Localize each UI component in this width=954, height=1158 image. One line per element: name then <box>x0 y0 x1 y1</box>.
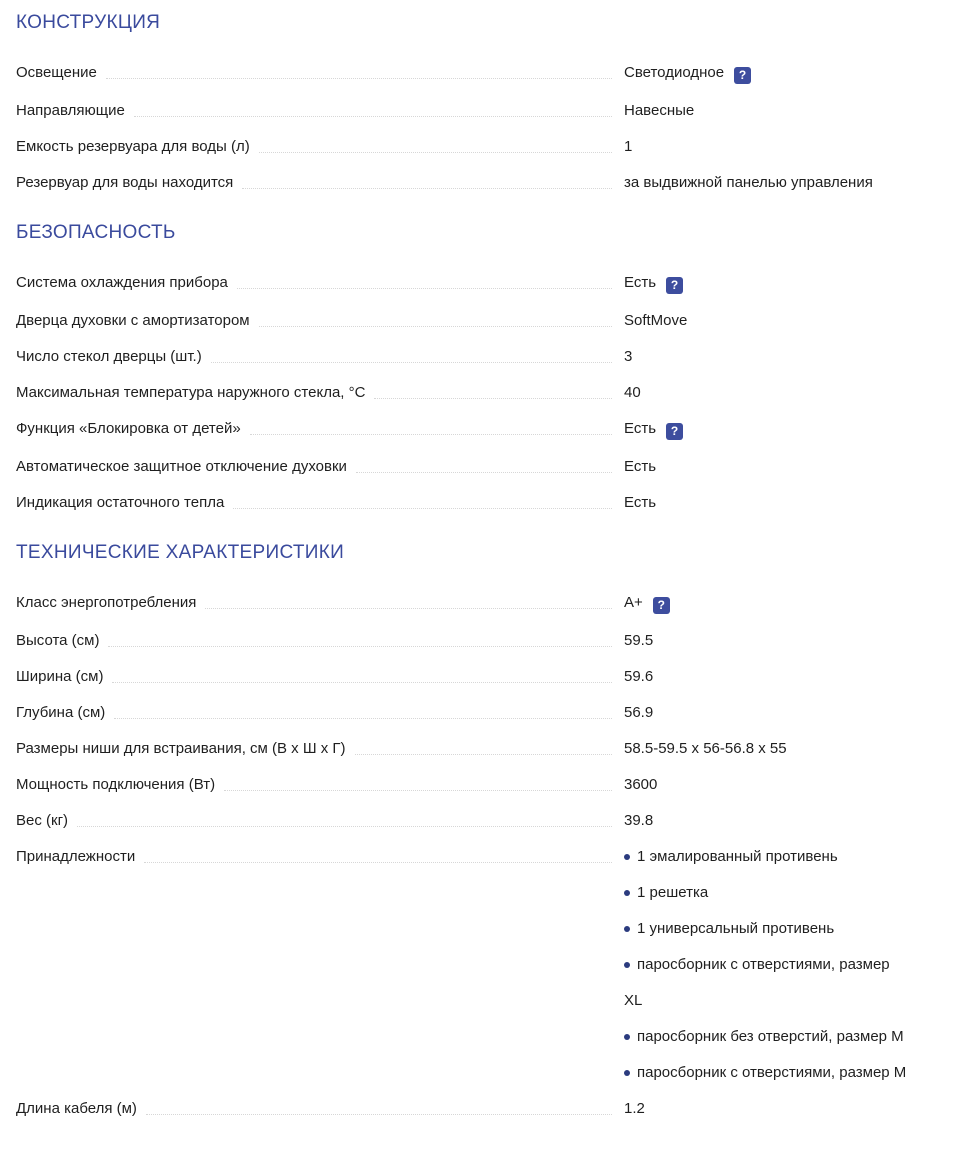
accessory-list-item-continuation <box>624 992 940 1010</box>
leader-dots <box>250 434 612 435</box>
accessory-list-item <box>624 920 940 938</box>
bullet-dot-icon <box>624 1070 630 1076</box>
spec-row <box>16 64 940 84</box>
leader-dots <box>259 152 612 153</box>
spec-row-left <box>16 64 624 82</box>
section-title: ТЕХНИЧЕСКИЕ ХАРАКТЕРИСТИКИ <box>16 542 345 563</box>
spec-row <box>16 174 940 192</box>
accessory-list-item <box>624 956 940 974</box>
spec-value-text: Есть <box>624 274 657 291</box>
spec-label: Размеры ниши для встраивания, см (В х Ш х Г) <box>16 740 346 757</box>
section-title: БЕЗОПАСНОСТЬ <box>16 222 176 243</box>
spec-value <box>624 594 940 614</box>
spec-row <box>16 848 940 1082</box>
spec-row <box>16 384 940 402</box>
accessory-item-text: 1 эмалированный противень <box>637 848 838 865</box>
spec-row-left <box>16 494 624 512</box>
spec-row <box>16 776 940 794</box>
spec-value-text: Есть <box>624 458 657 475</box>
spec-row <box>16 668 940 686</box>
spec-row-left <box>16 740 624 758</box>
leader-dots <box>374 398 612 399</box>
spec-value <box>624 740 940 758</box>
spec-value-text: SoftMove <box>624 312 688 329</box>
spec-row <box>16 594 940 614</box>
bullet-dot-icon <box>624 890 630 896</box>
spec-label: Максимальная температура наружного стекла, °С <box>16 384 366 401</box>
spec-row <box>16 704 940 722</box>
accessory-list-item <box>624 1028 940 1046</box>
help-icon[interactable]: ? <box>734 67 751 84</box>
spec-row <box>16 494 940 512</box>
leader-dots <box>112 682 612 683</box>
spec-value-text: 1 <box>624 138 633 155</box>
spec-value <box>624 420 940 440</box>
spec-row <box>16 458 940 476</box>
specs-sections-container <box>16 12 940 1118</box>
accessory-item-text: 1 универсальный противень <box>637 920 835 937</box>
spec-label: Ширина (см) <box>16 668 104 685</box>
spec-row <box>16 348 940 366</box>
leader-dots <box>356 472 612 473</box>
spec-row-left <box>16 138 624 156</box>
spec-row <box>16 812 940 830</box>
leader-dots <box>259 326 612 327</box>
bullet-dot-icon <box>624 962 630 968</box>
spec-value-text: Светодиодное <box>624 64 725 81</box>
spec-row <box>16 138 940 156</box>
leader-dots <box>144 862 612 863</box>
spec-value-text: 59.6 <box>624 668 654 685</box>
spec-value <box>624 138 940 156</box>
spec-value-text: Навесные <box>624 102 695 119</box>
bullet-dot-icon <box>624 854 630 860</box>
spec-row <box>16 740 940 758</box>
spec-row-left <box>16 312 624 330</box>
leader-dots <box>106 78 612 79</box>
spec-value <box>624 1100 940 1118</box>
spec-row-left <box>16 174 624 192</box>
spec-label: Система охлаждения прибора <box>16 274 228 291</box>
spec-row-left <box>16 812 624 830</box>
spec-value <box>624 848 940 1082</box>
spec-row-left <box>16 848 624 866</box>
bullet-dot-icon <box>624 926 630 932</box>
leader-dots <box>134 116 612 117</box>
accessory-item-text: 1 решетка <box>637 884 709 901</box>
spec-row <box>16 420 940 440</box>
leader-dots <box>77 826 612 827</box>
spec-label: Резервуар для воды находится <box>16 174 234 191</box>
spec-value <box>624 174 940 192</box>
leader-dots <box>211 362 612 363</box>
spec-value <box>624 64 940 84</box>
spec-label: Емкость резервуара для воды (л) <box>16 138 250 155</box>
accessory-list-item <box>624 848 940 866</box>
spec-value-text: Есть <box>624 420 657 437</box>
spec-value <box>624 704 940 722</box>
leader-dots <box>108 646 612 647</box>
spec-label: Длина кабеля (м) <box>16 1100 137 1117</box>
spec-value-text: 56.9 <box>624 704 654 721</box>
spec-label: Дверца духовки с амортизатором <box>16 312 250 329</box>
help-icon[interactable]: ? <box>666 423 683 440</box>
spec-row-left <box>16 420 624 438</box>
accessory-item-text: паросборник с отверстиями, размер М <box>637 1064 907 1081</box>
spec-row-left <box>16 704 624 722</box>
spec-value-text: 40 <box>624 384 641 401</box>
accessory-item-text: паросборник без отверстий, размер М <box>637 1028 904 1045</box>
spec-row-left <box>16 348 624 366</box>
spec-value <box>624 776 940 794</box>
spec-value <box>624 348 940 366</box>
spec-value-text: Есть <box>624 494 657 511</box>
spec-row-left <box>16 776 624 794</box>
spec-row-left <box>16 632 624 650</box>
leader-dots <box>146 1114 612 1115</box>
help-icon[interactable]: ? <box>653 597 670 614</box>
leader-dots <box>237 288 612 289</box>
leader-dots <box>242 188 612 189</box>
section-title: КОНСТРУКЦИЯ <box>16 12 161 33</box>
spec-row <box>16 102 940 120</box>
spec-value <box>624 668 940 686</box>
spec-value-text: 39.8 <box>624 812 654 829</box>
spec-value-text: 59.5 <box>624 632 654 649</box>
spec-row <box>16 1100 940 1118</box>
spec-value <box>624 812 940 830</box>
leader-dots <box>114 718 612 719</box>
spec-row-left <box>16 1100 624 1118</box>
spec-label: Принадлежности <box>16 848 136 865</box>
spec-row <box>16 632 940 650</box>
spec-label: Глубина (см) <box>16 704 106 721</box>
spec-label: Освещение <box>16 64 97 81</box>
spec-label: Автоматическое защитное отключение духовки <box>16 458 347 475</box>
spec-value <box>624 102 940 120</box>
spec-row <box>16 312 940 330</box>
accessory-item-text: паросборник с отверстиями, размер <box>637 956 890 973</box>
leader-dots <box>233 508 612 509</box>
spec-value <box>624 312 940 330</box>
spec-label: Мощность подключения (Вт) <box>16 776 216 793</box>
spec-row-left <box>16 274 624 292</box>
spec-row-left <box>16 668 624 686</box>
spec-row-left <box>16 458 624 476</box>
spec-row-left <box>16 102 624 120</box>
bullet-dot-icon <box>624 1034 630 1040</box>
spec-row <box>16 274 940 294</box>
spec-section <box>16 222 940 512</box>
spec-value <box>624 274 940 294</box>
accessory-list-item <box>624 1064 940 1082</box>
spec-label: Вес (кг) <box>16 812 69 829</box>
spec-label: Класс энергопотребления <box>16 594 197 611</box>
leader-dots <box>355 754 612 755</box>
spec-label: Направляющие <box>16 102 125 119</box>
spec-value-text: 1.2 <box>624 1100 645 1117</box>
spec-value-text: 3 <box>624 348 633 365</box>
spec-value-text: 3600 <box>624 776 658 793</box>
spec-label: Высота (см) <box>16 632 100 649</box>
spec-value-text: за выдвижной панелью управления <box>624 174 873 191</box>
spec-value <box>624 384 940 402</box>
spec-label: Число стекол дверцы (шт.) <box>16 348 202 365</box>
accessory-item-text: XL <box>624 992 643 1009</box>
leader-dots <box>205 608 612 609</box>
spec-value <box>624 632 940 650</box>
spec-value <box>624 458 940 476</box>
spec-label: Функция «Блокировка от детей» <box>16 420 241 437</box>
leader-dots <box>224 790 612 791</box>
spec-value-text: A+ <box>624 594 643 611</box>
spec-value-text: 58.5-59.5 x 56-56.8 x 55 <box>624 740 787 757</box>
spec-label: Индикация остаточного тепла <box>16 494 225 511</box>
accessory-list-item <box>624 884 940 902</box>
spec-section <box>16 12 940 192</box>
help-icon[interactable]: ? <box>666 277 683 294</box>
spec-row-left <box>16 384 624 402</box>
spec-row-left <box>16 594 624 612</box>
spec-value <box>624 494 940 512</box>
spec-section <box>16 542 940 1118</box>
